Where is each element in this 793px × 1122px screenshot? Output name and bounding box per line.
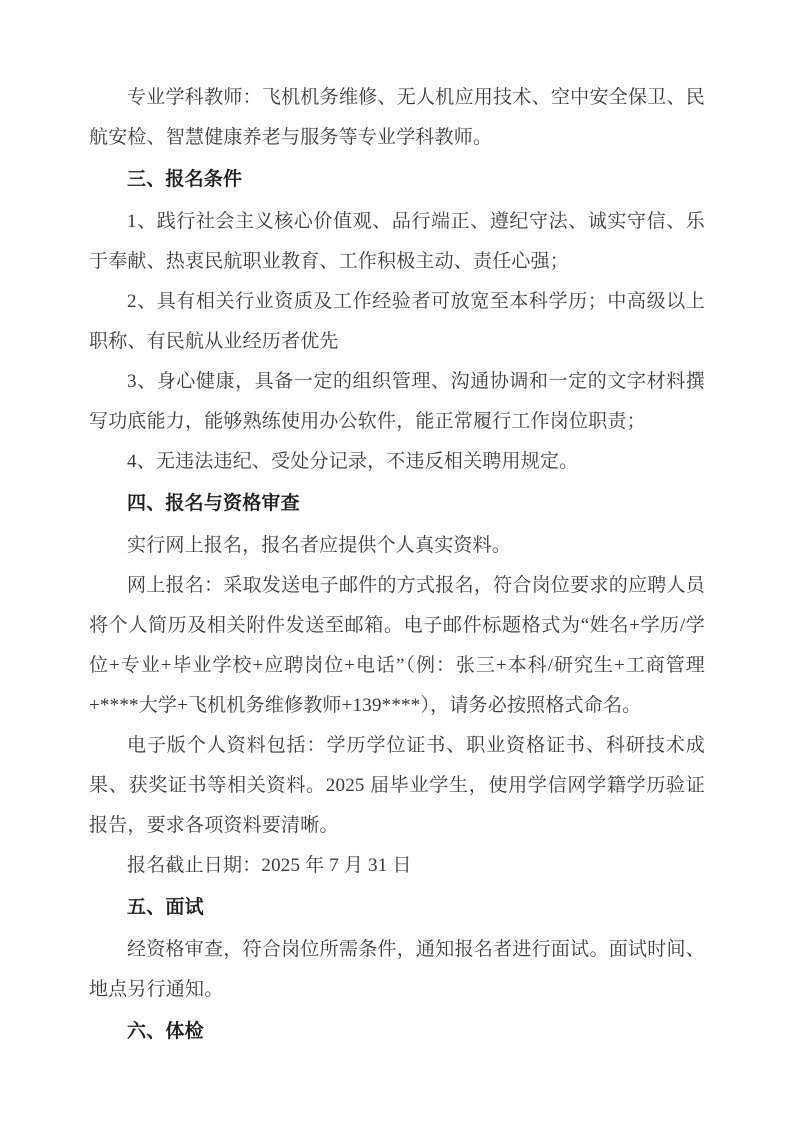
paragraph: 电子版个人资料包括：学历学位证书、职业资格证书、科研技术成果、获奖证书等相关资料。2025 届毕业学生，使用学信网学籍学历验证报告，要求各项资料要清晰。 [89, 735, 705, 836]
paragraph: 3、身心健康，具备一定的组织管理、沟通协调和一定的文字材料撰写功底能力，能够熟练使用办公软件，能正常履行工作岗位职责； [89, 371, 705, 432]
paragraph: 经资格审查，符合岗位所需条件，通知报名者进行面试。面试时间、地点另行通知。 [89, 939, 705, 1000]
section-heading: 五、面试 [127, 897, 204, 918]
paragraph: 实行网上报名，报名者应提供个人真实资料。 [127, 535, 512, 556]
section-heading: 六、体检 [127, 1021, 204, 1042]
paragraph: 4、无违法违纪、受处分记录，不违反相关聘用规定。 [127, 451, 579, 472]
paragraph: 网上报名：采取发送电子邮件的方式报名，符合岗位要求的应聘人员将个人简历及相关附件发送至邮箱。电子邮件标题格式为“姓名+学历/学位+专业+毕业学校+应聘岗位+电话”（例：张三+本科/研究生+工商管理+****大学+飞机机务维修教师+139****），请务必按照格式命名。 [89, 575, 705, 716]
document-body [89, 78, 705, 1052]
paragraph: 专业学科教师：飞机机务维修、无人机应用技术、空中安全保卫、民航安检、智慧健康养老与服务等专业学科教师。 [89, 87, 705, 148]
paragraph: 1、践行社会主义核心价值观、品行端正、遵纪守法、诚实守信、乐于奉献、热衷民航职业教育、工作积极主动、责任心强； [89, 211, 705, 272]
paragraph: 报名截止日期：2025 年 7 月 31 日 [127, 855, 412, 876]
section-heading: 四、报名与资格审查 [127, 493, 300, 514]
paragraph: 2、具有相关行业资质及工作经验者可放宽至本科学历；中高级以上职称、有民航从业经历者优先 [89, 291, 705, 352]
section-heading: 三、报名条件 [127, 169, 243, 190]
